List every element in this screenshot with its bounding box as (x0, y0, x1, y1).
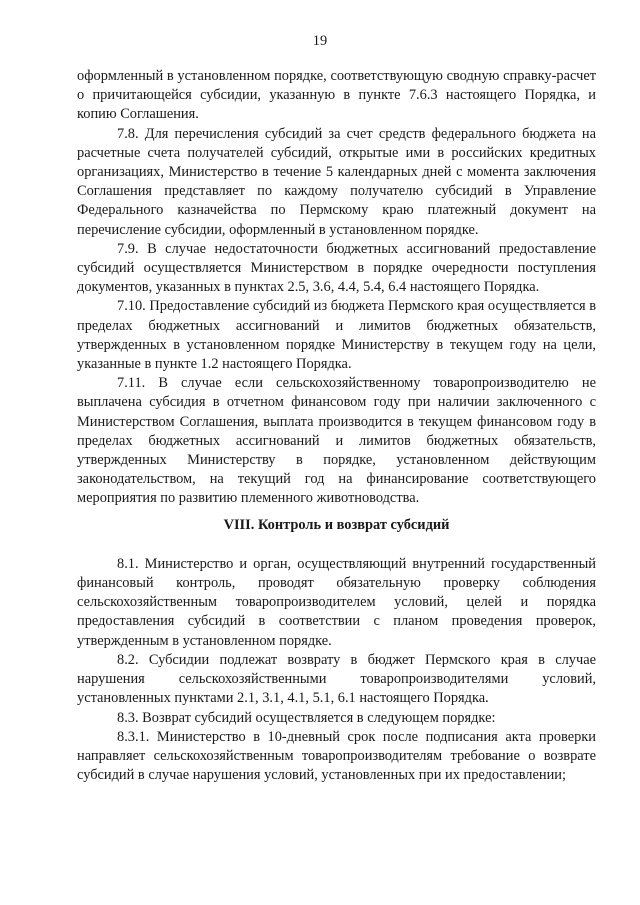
spacer (77, 542, 596, 555)
document-body (77, 67, 596, 785)
paragraph-7-10: 7.10. Предоставление субсидий из бюджета Пермского края осуществляется в пределах бюджетных ассигнований и лимитов бюджетных обязательств, утвержденных в установленном порядке Министерству в текущем году на цели, указанные в пункте 1.2 настоящего Порядка. (77, 298, 596, 373)
section-heading: VIII. Контроль и возврат субсидий (223, 516, 450, 533)
paragraph-8-1: 8.1. Министерство и орган, осуществляющий внутренний государственный финансовый контроль, проводят обязательную проверку соблюдения сельскохозяйственным товаропроизводителем условий, целей и порядка предоставления субсидий в соответствии с планом проведения проверок, утвержденным в установленном порядке. (77, 555, 596, 649)
paragraph-7-8: 7.8. Для перечисления субсидий за счет средств федерального бюджета на расчетные счета получателей субсидий, открытые ими в российских кредитных организациях, Министерство в течение 5 календарных дней с момента заключения Соглашения представляет по каждому получателю субсидий в Управление Федерального казначейства по Пермскому краю платежный документ на перечисление субсидии, оформленный в установленном порядке. (77, 125, 596, 238)
paragraph-7-11: 7.11. В случае если сельскохозяйственному товаропроизводителю не выплачена субсидия в отчетном финансовом году при наличии заключенного с Министерством Соглашения, выплата производится в текущем финансовом году в пределах бюджетных ассигнований и лимитов бюджетных обязательств, утвержденных Министерству в порядке, установленном действующим законодательством, на текущий год на финансирование соответствующего мероприятия по развитию племенного животноводства. (77, 375, 596, 507)
page-number: 19 (312, 33, 328, 49)
paragraph-8-2: 8.2. Субсидии подлежат возврату в бюджет Пермского края в случае нарушения сельскохозяйственными товаропроизводителями условий, установленных пунктами 2.1, 3.1, 4.1, 5.1, 6.1 настоящего Порядка. (77, 651, 596, 707)
paragraph-8-3: 8.3. Возврат субсидий осуществляется в следующем порядке: (117, 709, 496, 726)
paragraph-8-3-1: 8.3.1. Министерство в 10-дневный срок после подписания акта проверки направляет сельскохозяйственным товаропроизводителям требование о возврате субсидий в случае нарушения условий, установленных при их предоставлении; (77, 728, 596, 784)
paragraph-7-9: 7.9. В случае недостаточности бюджетных ассигнований предоставление субсидий осуществляется Министерством в порядке очередности поступления документов, указанных в пунктах 2.5, 3.6, 4.4, 5.4, 6.4 настоящего Порядка. (77, 240, 596, 296)
paragraph-continuation: оформленный в установленном порядке, соответствующую сводную справку-расчет о причитающейся субсидии, указанную в пункте 7.6.3 настоящего Порядка, и копию Соглашения. (77, 68, 596, 123)
